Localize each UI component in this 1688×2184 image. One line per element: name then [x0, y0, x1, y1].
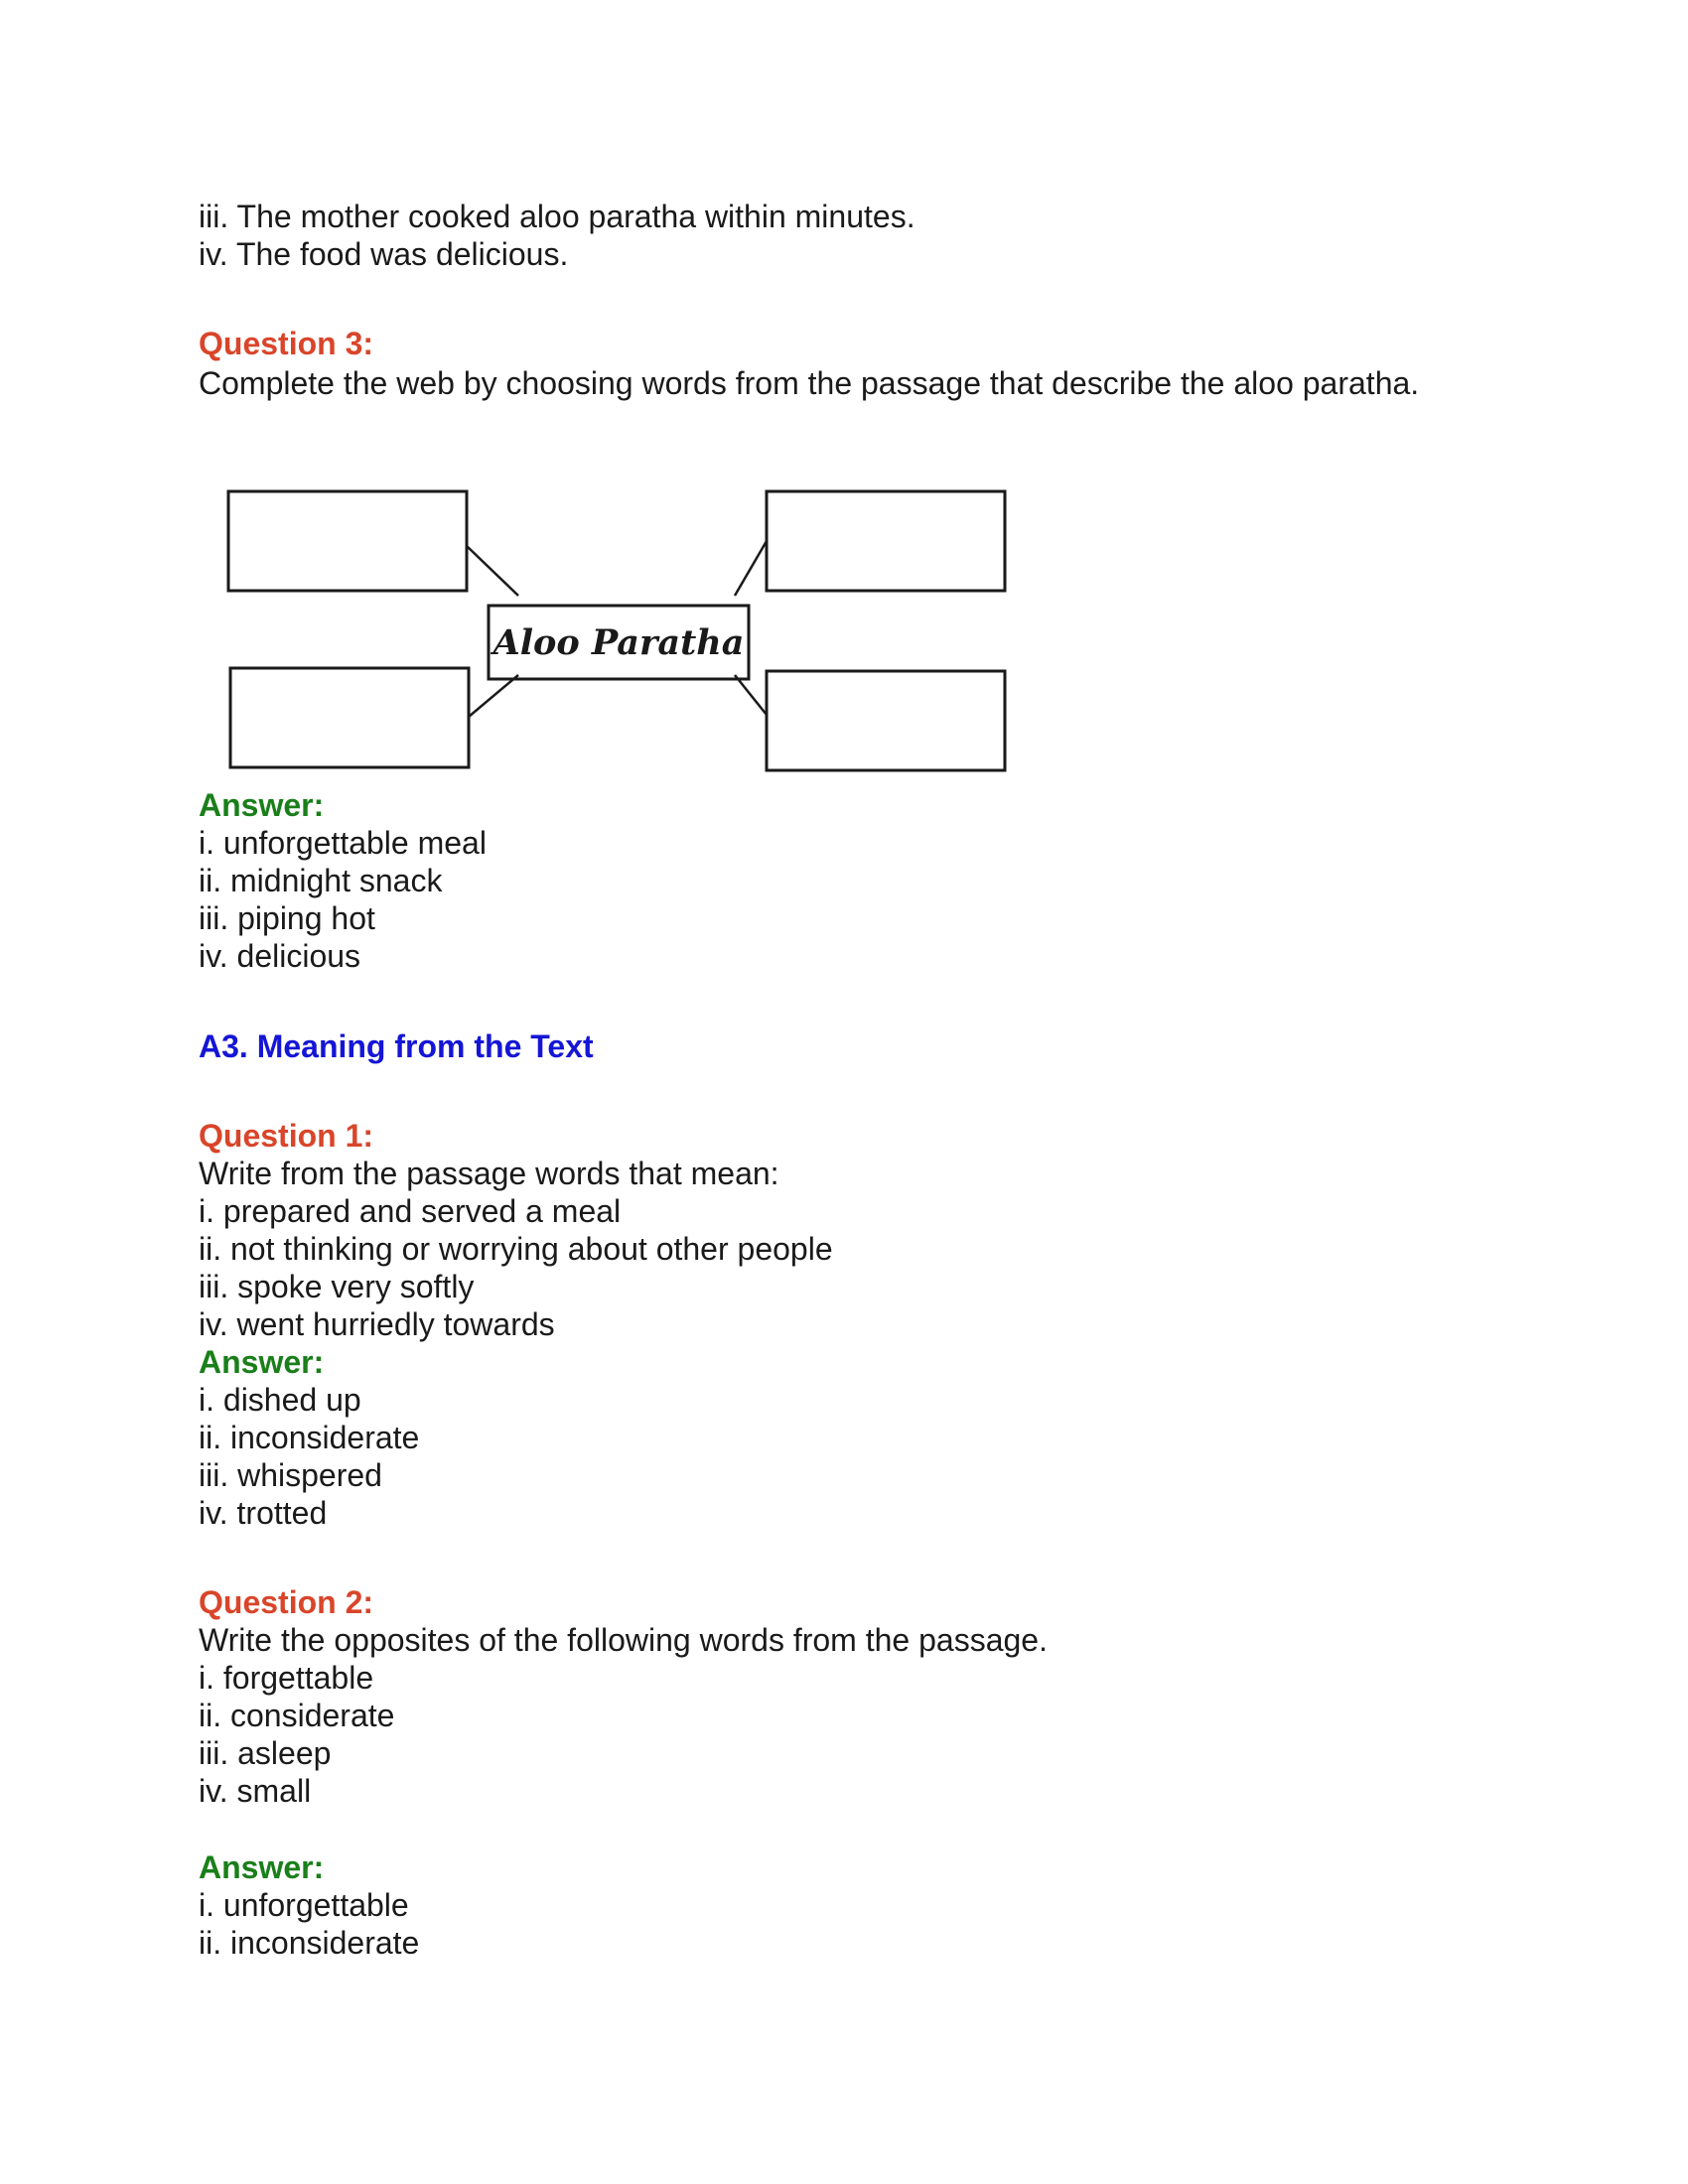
web-box-top-right — [767, 491, 1005, 591]
section-question-1-answer-ii: ii. inconsiderate — [199, 1420, 420, 1455]
intro-line-iii: iii. The mother cooked aloo paratha within minutes. — [199, 199, 915, 234]
section-question-1-item-iii: iii. spoke very softly — [199, 1269, 475, 1304]
section-question-1-answer-heading: Answer: — [199, 1344, 325, 1380]
web-connector-bottom-right — [735, 675, 767, 715]
section-question-2-item-ii: ii. considerate — [199, 1698, 395, 1733]
question-3-heading: Question 3: — [199, 326, 374, 361]
question-3-answer-heading: Answer: — [199, 787, 325, 823]
section-question-2-answer-heading: Answer: — [199, 1849, 325, 1885]
section-question-2-prompt: Write the opposites of the following words from the passage. — [199, 1622, 1048, 1658]
section-question-1-item-i: i. prepared and served a meal — [199, 1193, 622, 1229]
section-question-2-answer-i: i. unforgettable — [199, 1887, 409, 1923]
question-3-answer-iv: iv. delicious — [199, 938, 361, 974]
section-question-2-item-iii: iii. asleep — [199, 1735, 332, 1771]
section-question-1-answer-i: i. dished up — [199, 1382, 361, 1418]
question-3-answer-i: i. unforgettable meal — [199, 825, 487, 861]
intro-line-iv: iv. The food was delicious. — [199, 236, 569, 272]
web-box-bottom-right — [767, 671, 1005, 770]
web-connector-bottom-left — [469, 675, 518, 717]
web-connector-top-right — [735, 541, 767, 596]
web-box-top-left — [228, 491, 467, 591]
word-web-diagram — [199, 486, 1589, 784]
section-question-2-item-iv: iv. small — [199, 1773, 312, 1809]
web-center-label: Aloo Paratha — [492, 621, 745, 663]
web-connector-top-left — [467, 546, 518, 596]
section-question-1-item-ii: ii. not thinking or worrying about other people — [199, 1231, 833, 1267]
section-question-1-prompt: Write from the passage words that mean: — [199, 1156, 779, 1191]
section-question-1-item-iv: iv. went hurriedly towards — [199, 1306, 555, 1342]
question-3-answer-iii: iii. piping hot — [199, 900, 375, 936]
section-question-2-item-i: i. forgettable — [199, 1660, 374, 1696]
section-question-2-heading: Question 2: — [199, 1584, 374, 1620]
section-question-2-answer-ii: ii. inconsiderate — [199, 1925, 420, 1961]
section-question-1-answer-iv: iv. trotted — [199, 1495, 328, 1531]
section-question-1-heading: Question 1: — [199, 1118, 374, 1154]
section-question-1-answer-iii: iii. whispered — [199, 1457, 382, 1493]
question-3-prompt: Complete the web by choosing words from the passage that describe the aloo paratha. — [199, 365, 1420, 401]
question-3-answer-ii: ii. midnight snack — [199, 863, 443, 898]
section-title: A3. Meaning from the Text — [199, 1028, 594, 1064]
web-box-bottom-left — [230, 668, 469, 767]
